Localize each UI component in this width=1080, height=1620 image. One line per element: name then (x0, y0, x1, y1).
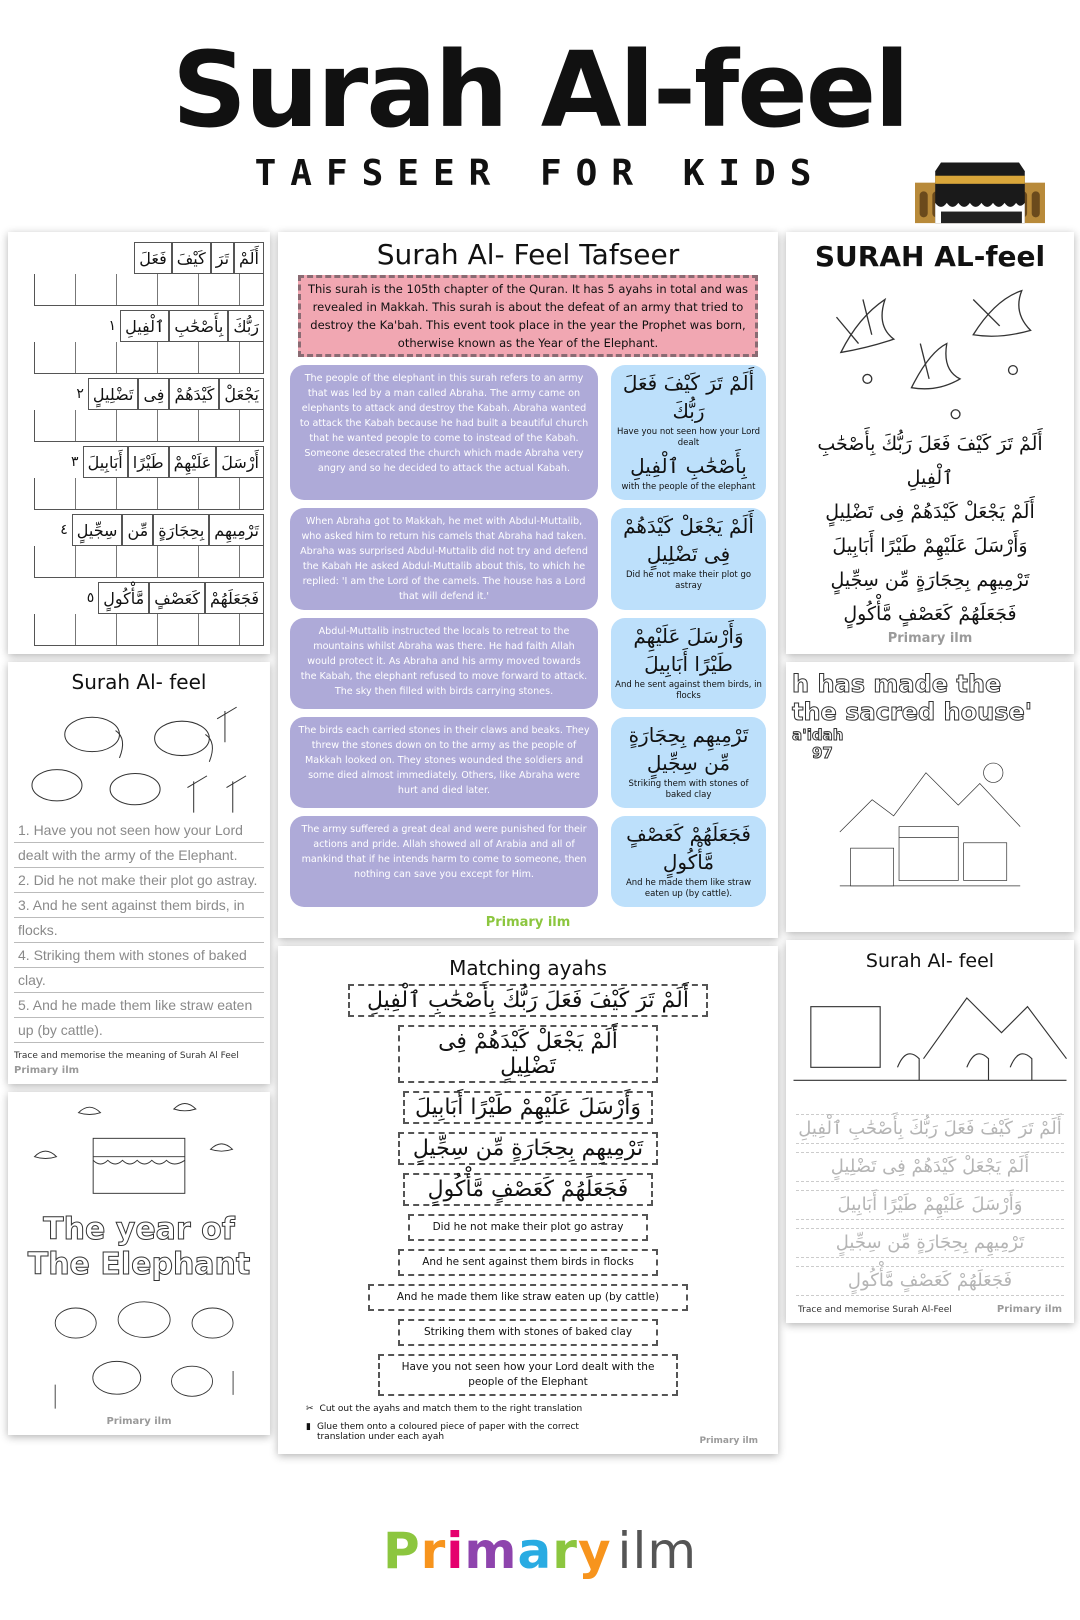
worksheet-writing (8, 662, 270, 1084)
ayah-line: وَأَرْسَلَ عَلَيْهِمْ طَيْرًا أَبَابِيلَ (832, 535, 1028, 557)
surah-reference: a'idah (792, 726, 844, 744)
instruction-row (286, 1418, 758, 1446)
kaaba-landscape-illustration (792, 762, 1068, 902)
trace-footer: Trace and memorise Surah Al-Feel (798, 1304, 952, 1315)
worksheet-tafseer (278, 232, 778, 938)
kaaba-illustration (905, 148, 1055, 226)
grid-word: عَلَيْهِمْ (169, 446, 217, 478)
trace-line[interactable]: أَلَمْ تَرَ كَيْفَ فَعَلَ رَبُّكَ بِأَصْحَٰبِ ٱلْفِيلِ (796, 1114, 1064, 1144)
trace-sentence[interactable]: 2. Did he not make their plot go astray. (14, 868, 264, 893)
birds-illustration (794, 273, 1066, 423)
tafseer-row (290, 816, 766, 907)
grid-word: مِّن (122, 514, 153, 546)
trace-sentence[interactable]: 4. Striking them with stones of baked (14, 943, 264, 968)
grid-word: فِى (138, 378, 169, 410)
writing-grid[interactable] (34, 614, 264, 646)
grid-word: بِأَصْحَٰبِ (169, 310, 228, 342)
grid-word: بِحِجَارَةٍ (153, 514, 209, 546)
brand-mark: Primary ilm (699, 1436, 758, 1446)
trace-sentence[interactable]: clay. (14, 968, 264, 993)
grid-word: أَبَابِيلَ (83, 446, 128, 478)
writing-grid[interactable] (34, 410, 264, 442)
trace-sentence[interactable]: up (by cattle). (14, 1018, 264, 1043)
grid-word: تَرَ (211, 242, 234, 274)
ayah-cutout[interactable]: تَرْمِيهِم بِحِجَارَةٍ مِّن سِجِّيلٍ (398, 1132, 658, 1165)
ayah-card (611, 365, 766, 500)
writing-footer: Trace and memorise the meaning of Surah Al Feel (14, 1051, 239, 1061)
instruction-glue (306, 1422, 586, 1442)
writing-grid[interactable] (34, 478, 264, 510)
ayah-translation: And he made them like straw eaten up (by cattle). (625, 878, 752, 899)
grid-word: تَضْلِيلٍ (88, 378, 139, 410)
grid-word: أَلَمْ (234, 242, 264, 274)
grid-word: فَجَعَلَهُمْ (205, 582, 264, 614)
tafseer-paragraph: Abdul-Muttalib instructed the locals to retreat to the mountains whilst Abraha was there. He had faith Allah would protect it. As Abraha and his army moved towards the Kabah, the elephant refused to move forward to attack. The sky then filled with birds carrying stones. (290, 618, 598, 709)
page-title: Surah Al-feel (172, 29, 908, 151)
ayah-card (611, 508, 766, 610)
trace-footer-row (786, 1304, 1074, 1315)
trace-line[interactable]: أَلَمْ يَجْعَلْ كَيْدَهُمْ فِى تَضْلِيلٍ (796, 1152, 1064, 1182)
ayah-cutout[interactable]: وَأَرْسَلَ عَلَيْهِمْ طَيْرًا أَبَابِيلَ (403, 1091, 653, 1124)
trace-line[interactable]: فَجَعَلَهُمْ كَعَصْفٍ مَّأْكُولٍ (796, 1266, 1064, 1296)
instruction-text: Glue them onto a coloured piece of paper with the correct translation under each ayah (316, 1422, 579, 1442)
grid-word: فَعَلَ (134, 242, 171, 274)
tafseer-title: Surah Al- Feel Tafseer (376, 238, 680, 271)
ayah-arabic: تَرْمِيهِم بِحِجَارَةٍ مِّن سِجِّيلٍ (628, 723, 749, 775)
logo-letter: i (446, 1522, 465, 1580)
ayah-arabic: وَأَرْسَلَ عَلَيْهِمْ طَيْرًا أَبَابِيلَ (633, 624, 744, 676)
grid-word: مَّأْكُولٍ (98, 582, 149, 614)
tafseer-paragraph: The people of the elephant in this surah refers to an army that was led by a man called Abraha. The army came on elephants to attack and destroy the Kabah. Abraha wanted to attack the Kabah because he had built a beautiful church that he wanted people to come to instead of the Kabah. Someone desecrated the church which made Abraha very angry and so he decided to attack the actual Kabah. (290, 365, 598, 500)
trace-sentence[interactable]: flocks. (14, 918, 264, 943)
heading-line: h has made the (792, 670, 1002, 698)
tafseer-row (290, 618, 766, 709)
writing-title: Surah Al- feel (71, 670, 207, 694)
ayah-number-badge: ٢ (76, 386, 84, 402)
tafseer-paragraph: The army suffered a great deal and were punished for their actions and pride. Allah showed all of Arabia and all of mankind that if he intends harm to come to someone, then nothing can save you except for Him. (290, 816, 598, 907)
matching-title: Matching ayahs (449, 956, 607, 980)
ayah-cutout[interactable]: أَلَمْ يَجْعَلْ كَيْدَهُمْ فِى تَضْلِيلٍ (398, 1025, 658, 1083)
trace-sentence[interactable]: dealt with the army of the Elephant. (14, 843, 264, 868)
ayah-translation: Striking them with stones of baked clay (628, 779, 749, 800)
grid-word: تَرْمِيهِم (209, 514, 264, 546)
ayah-arabic: فَجَعَلَهُمْ كَعَصْفٍ مَّأْكُولٍ (626, 822, 751, 874)
logo-ilm: ilm (617, 1522, 698, 1580)
translation-cutout[interactable]: Striking them with stones of baked clay (398, 1319, 658, 1346)
trace-line[interactable]: تَرْمِيهِم بِحِجَارَةٍ مِّن سِجِّيلٍ (796, 1228, 1064, 1258)
grid-word: يَجْعَلْ (219, 378, 264, 410)
brand-mark: Primary ilm (106, 1416, 172, 1427)
ayah-card (611, 618, 766, 709)
trace-line[interactable]: وَأَرْسَلَ عَلَيْهِمْ طَيْرًا أَبَابِيلَ (796, 1190, 1064, 1220)
grid-word: كَيْدَهُمْ (169, 378, 219, 410)
logo-letter: P (382, 1522, 421, 1580)
ayah-number: 97 (812, 744, 833, 762)
page-subtitle: TAFSEER FOR KIDS (254, 153, 826, 194)
heading-line: the sacred house' (792, 698, 1033, 726)
ayah-translation: And he sent against them birds, in flocks (615, 680, 762, 701)
translation-cutout[interactable]: And he sent against them birds in flocks (398, 1249, 658, 1276)
left-column (8, 232, 270, 1435)
grid-word: ٱلْفِيلِ (120, 310, 169, 342)
logo-letter: m (464, 1522, 518, 1580)
grid-row (14, 582, 264, 614)
tafseer-row (290, 365, 766, 500)
brand-mark: Primary ilm (14, 1065, 80, 1076)
elephants-illustration (14, 694, 264, 814)
brand-mark: Primary ilm (996, 1304, 1062, 1315)
ayah-number-badge: ١ (108, 318, 117, 334)
ayah-line: تَرْمِيهِم بِحِجَارَةٍ مِّن سِجِّيلٍ (830, 569, 1030, 591)
trace-sentence[interactable]: 5. And he made them like straw eaten (14, 993, 264, 1018)
tafseer-paragraph: The birds each carried stones in their claws and beaks. They threw the stones down on to the army as the people of Makkah looked on. They stones wounded the soldiers and some died almost immediately. Others, like Abraha were hurt and died later. (290, 717, 598, 808)
logo-letter: y (577, 1522, 612, 1580)
ayah-line: أَلَمْ يَجْعَلْ كَيْدَهُمْ فِى تَضْلِيلٍ (825, 501, 1035, 523)
year-heading: The Elephant (27, 1247, 251, 1282)
instruction-cut (306, 1404, 750, 1414)
writing-grid[interactable] (34, 546, 264, 578)
writing-grid[interactable] (34, 274, 264, 306)
grid-row (14, 310, 264, 342)
worksheet-sacred-house (786, 662, 1074, 932)
primary-ilm-logo (0, 1522, 1080, 1580)
grid-row (14, 378, 264, 410)
worksheet-word-grid (8, 232, 270, 654)
army-elephants-illustration (8, 1282, 270, 1412)
worksheet-coloring-birds (786, 232, 1074, 654)
logo-letter: a (517, 1522, 553, 1580)
ayah-translation: Have you not seen how your Lord dealt (616, 427, 761, 448)
writing-footer-row (14, 1051, 264, 1076)
grid-word: أَرْسَلَ (216, 446, 264, 478)
grid-word: كَعَصْفٍ (149, 582, 205, 614)
center-column (278, 232, 778, 1454)
ayah-number-badge: ٣ (71, 454, 79, 470)
logo-letter: r (420, 1522, 447, 1580)
glue-icon: ▮ (306, 1422, 311, 1432)
ayah-arabic: أَلَمْ تَرَ كَيْفَ فَعَلَ رَبُّكَ (622, 371, 755, 423)
ayah-cutout[interactable]: فَجَعَلَهُمْ كَعَصْفٍ مَّأْكُولٍ (403, 1173, 653, 1206)
grid-row (14, 242, 264, 274)
ayah-card (611, 816, 766, 907)
ayah-arabic: بِأَصْحَٰبِ ٱلْفِيلِ (630, 454, 747, 478)
translation-cutout[interactable]: Have you not seen how your Lord dealt with the people of the Elephant (378, 1354, 678, 1396)
grid-row (14, 514, 264, 546)
scissors-icon: ✂ (306, 1404, 314, 1414)
tafseer-intro: This surah is the 105th chapter of the Quran. It has 5 ayahs in total and was revealed in Makkah. This surah is about the defeat of an army that tried to destroy the Ka'bah. This event took place in the year the Prophet was born, otherwise known as the Year of the Elephant. (298, 275, 758, 357)
trace-sentence[interactable]: 3. And he sent against them birds, in (14, 893, 264, 918)
ayah-number-badge: ٥ (86, 590, 95, 606)
worksheet-year-of-elephant (8, 1092, 270, 1435)
instruction-text: Cut out the ayahs and match them to the right translation (319, 1404, 583, 1414)
ayah-line: أَلَمْ تَرَ كَيْفَ فَعَلَ رَبُّكَ بِأَصْحَٰبِ ٱلْفِيلِ (817, 433, 1043, 489)
writing-grid[interactable] (34, 342, 264, 374)
tafseer-row (290, 717, 766, 808)
ayah-translation: Did he not make their plot go astray (625, 570, 752, 591)
ayah-cutout[interactable]: أَلَمْ تَرَ كَيْفَ فَعَلَ رَبُّكَ بِأَصْحَٰبِ ٱلْفِيلِ (348, 984, 708, 1017)
brand-mark: Primary ilm (887, 631, 973, 646)
kaaba-birds-illustration (8, 1098, 270, 1208)
worksheet-trace (786, 940, 1074, 1323)
ayah-translation: with the people of the elephant (621, 482, 756, 492)
ayah-number-badge: ٤ (60, 522, 68, 538)
ayah-line: فَجَعَلَهُمْ كَعَصْفٍ مَّأْكُولٍ (843, 603, 1017, 625)
grid-word: كَيْفَ (172, 242, 211, 274)
brand-mark: Primary ilm (485, 915, 571, 930)
translation-cutout[interactable]: Did he not make their plot go astray (408, 1214, 648, 1241)
worksheet-matching (278, 946, 778, 1454)
grid-word: سِجِّيلٍ (72, 514, 123, 546)
ayah-card (611, 717, 766, 808)
ayah-arabic: أَلَمْ يَجْعَلْ كَيْدَهُمْ فِى تَضْلِيلٍ (623, 514, 754, 566)
trace-sentence[interactable]: 1. Have you not seen how your Lord (14, 818, 264, 843)
grid-row (14, 446, 264, 478)
year-heading: The year of (43, 1212, 235, 1247)
grid-word: رَبُّكَ (228, 310, 264, 342)
tafseer-paragraph: When Abraha got to Makkah, he met with Abdul-Muttalib, who asked him to return his camels that Abraha had taken. Abraha was surprised Abdul-Muttalib did not try and defend the Kabah He asked Abdul-Muttalib about this, to which he replied: 'I am the Lord of the camels. The house has a Lord that will defend it.' (290, 508, 598, 610)
grid-word: طَيْرًا (128, 446, 169, 478)
camels-kaaba-illustration (786, 972, 1074, 1102)
right-column (786, 232, 1074, 1323)
trace-title: Surah Al- feel (865, 950, 995, 972)
translation-cutout[interactable]: And he made them like straw eaten up (by cattle) (368, 1284, 688, 1311)
coloring-title: SURAH AL-feel (814, 240, 1046, 273)
logo-letter: r (552, 1522, 578, 1580)
tafseer-row (290, 508, 766, 610)
